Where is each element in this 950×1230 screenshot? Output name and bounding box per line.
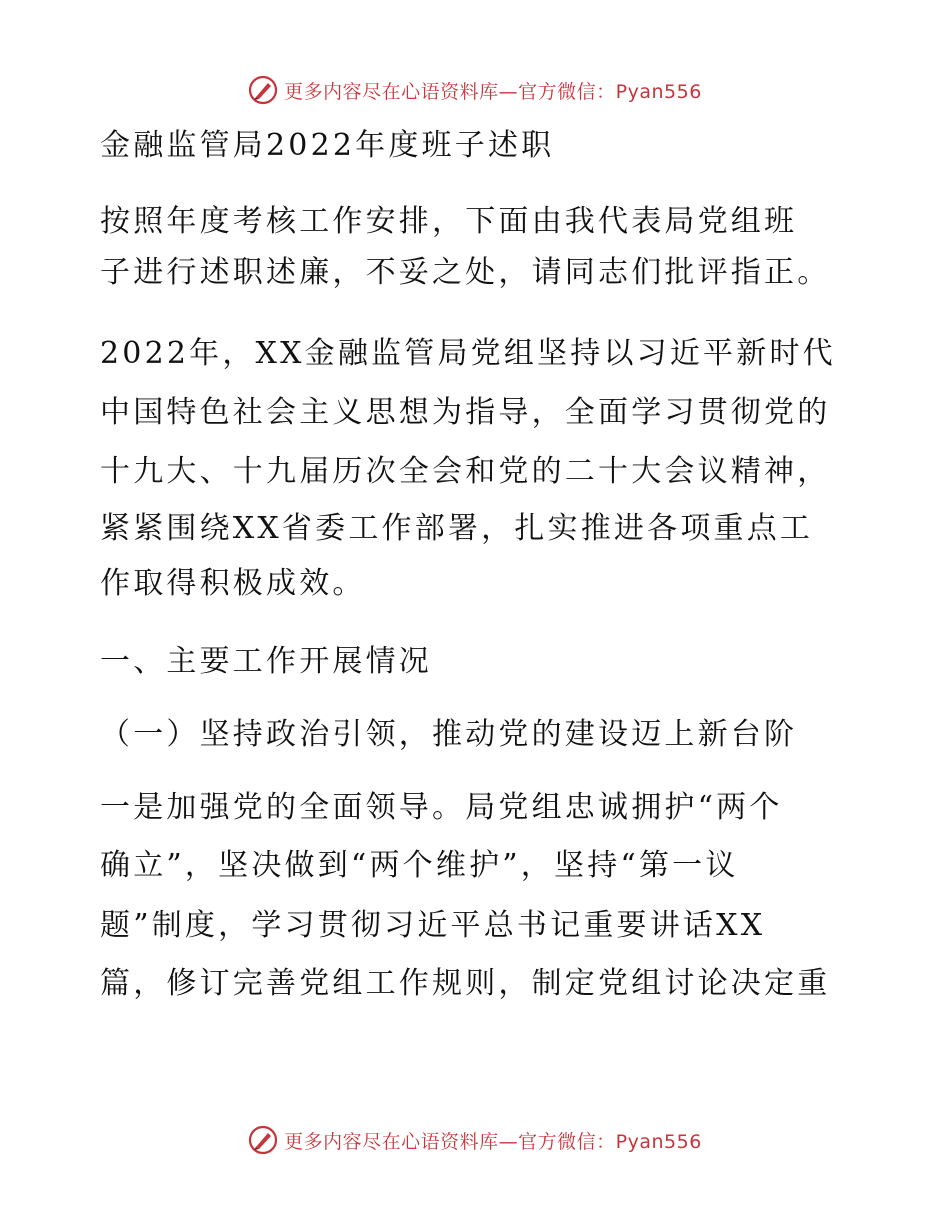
paragraph-line: 十九大、十九届历次全会和党的二十大会议精神， — [100, 454, 831, 489]
header-watermark-text: 更多内容尽在心语资料库—官方微信：Pyan556 — [284, 80, 702, 103]
paragraph-line: 中国特色社会主义思想为指导，全面学习贯彻党的 — [100, 395, 831, 430]
section-heading: 一、主要工作开展情况 — [100, 644, 432, 679]
footer-watermark-text: 更多内容尽在心语资料库—官方微信：Pyan556 — [284, 1130, 702, 1153]
footer-watermark — [0, 1122, 950, 1158]
paragraph-line: 2022年，XX金融监管局党组坚持以习近平新时代 — [100, 336, 836, 371]
paragraph-line: 题”制度，学习贯彻习近平总书记重要讲话XX — [100, 908, 766, 943]
paragraph-line: 确立”，坚决做到“两个维护”，坚持“第一议 — [100, 848, 739, 883]
paragraph-line: 篇，修订完善党组工作规则，制定党组讨论决定重 — [100, 966, 831, 1001]
pen-logo-icon — [248, 1125, 278, 1155]
paragraph-line: 按照年度考核工作安排，下面由我代表局党组班 — [100, 204, 798, 239]
paragraph-line: 作取得积极成效。 — [100, 566, 366, 601]
paragraph-line: 子进行述职述廉，不妥之处，请同志们批评指正。 — [100, 255, 831, 290]
header-watermark — [0, 72, 950, 108]
pen-logo-icon — [248, 75, 278, 105]
paragraph-line: 一是加强党的全面领导。局党组忠诚拥护“两个 — [100, 790, 783, 825]
document-title: 金融监管局2022年度班子述职 — [100, 128, 555, 163]
subsection-heading: （一）坚持政治引领，推动党的建设迈上新台阶 — [100, 717, 798, 752]
paragraph-line: 紧紧围绕XX省委工作部署，扎实推进各项重点工 — [100, 511, 814, 546]
